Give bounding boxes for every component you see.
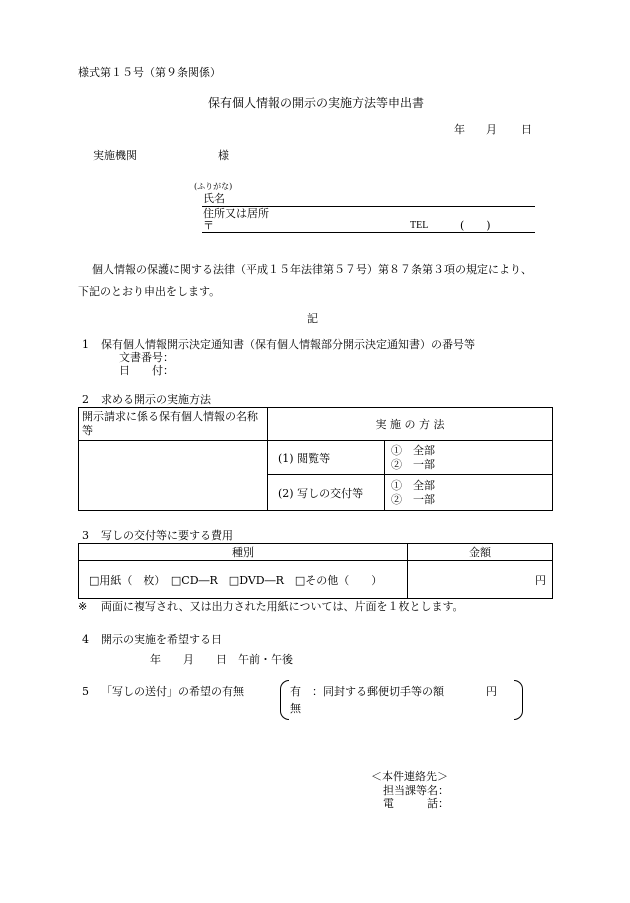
tel-area-code-paren: ( ) [460, 219, 491, 232]
left-bracket [280, 680, 289, 720]
option-inspection-partial[interactable]: ② 一部 [391, 457, 435, 471]
address-label: 住所又は居所 [203, 207, 269, 220]
method-copy-label: (2) 写しの交付等 [268, 475, 385, 511]
ki-heading: 記 [307, 312, 318, 325]
date-month-label: 月 [486, 123, 497, 136]
date-day-label: 日 [521, 123, 532, 136]
addressee-suffix: 様 [218, 149, 229, 162]
section-4-title: 開示の実施を希望する日 [101, 633, 222, 646]
contact-heading: ＜本件連絡先＞ [371, 770, 448, 783]
disclosure-method-table [78, 407, 553, 511]
note-text: 両面に複写され、又は出力された用紙については、片面を１枚とします。 [101, 600, 464, 613]
right-bracket [514, 680, 523, 720]
section-3-title: 写しの交付等に要する費用 [101, 529, 233, 542]
addressee-label: 実施機関 [93, 149, 137, 162]
subject-name-header: 開示請求に係る保有個人情報の名称等 [79, 408, 268, 441]
form-number: 様式第１５号（第９条関係） [78, 66, 221, 79]
furigana-label: (ふりがな) [194, 182, 233, 191]
postal-mark: 〒 [203, 219, 214, 232]
section-1-number: 1 [82, 338, 89, 351]
cost-type-options[interactable]: □用紙（ 枚） □CD―R □DVD―R □その他（ ） [79, 561, 408, 599]
subject-name-cell[interactable] [79, 441, 268, 511]
mail-option-no[interactable]: 無 [290, 702, 301, 715]
option-inspection-all[interactable]: ① 全部 [391, 443, 435, 457]
note-mark: ※ [78, 600, 88, 613]
cost-type-header: 種別 [79, 544, 408, 561]
document-number-label: 文書番号： [119, 351, 174, 364]
mail-option-yes[interactable]: 有 ：同封する郵便切手等の額 [290, 685, 444, 698]
contact-dept-label: 担当課等名： [383, 784, 449, 797]
method-inspection-options[interactable] [385, 441, 553, 475]
section-1-title: 保有個人情報開示決定通知書（保有個人情報部分開示決定通知書）の番号等 [101, 338, 475, 351]
section-2-title: 求める開示の実施方法 [101, 393, 211, 406]
date-year-label: 年 [454, 123, 465, 136]
cost-amount-header: 金額 [408, 544, 553, 561]
intro-line-1: 個人情報の保護に関する法律（平成１５年法律第５７号）第８７条第３項の規定により、 [92, 263, 532, 276]
section-5-number: 5 [82, 685, 89, 698]
option-copy-all[interactable]: ① 全部 [391, 478, 435, 492]
page-title: 保有個人情報の開示の実施方法等申出書 [208, 96, 425, 110]
intro-line-2: 下記のとおり申出をします。 [78, 285, 221, 298]
address-field[interactable] [202, 232, 535, 233]
section-4-number: 4 [82, 633, 89, 646]
section-3-number: 3 [82, 529, 89, 542]
desired-date-line[interactable]: 年 月 日 午前・午後 [150, 653, 293, 666]
method-inspection-label: (1) 閲覧等 [268, 441, 385, 475]
option-copy-partial[interactable]: ② 一部 [391, 492, 435, 506]
section-5-title: 「写しの送付」の希望の有無 [101, 685, 244, 698]
tel-label: TEL [410, 220, 429, 231]
cost-amount-field[interactable]: 円 [408, 561, 553, 599]
cost-table [78, 543, 553, 599]
notice-date-label: 日 付： [119, 364, 174, 377]
section-2-number: 2 [82, 393, 89, 406]
postage-yen-label: 円 [486, 685, 497, 698]
name-label: 氏名 [203, 192, 225, 205]
method-header: 実 施 の 方 法 [268, 408, 553, 441]
method-copy-options[interactable] [385, 475, 553, 511]
contact-phone-label: 電 話： [383, 797, 449, 810]
